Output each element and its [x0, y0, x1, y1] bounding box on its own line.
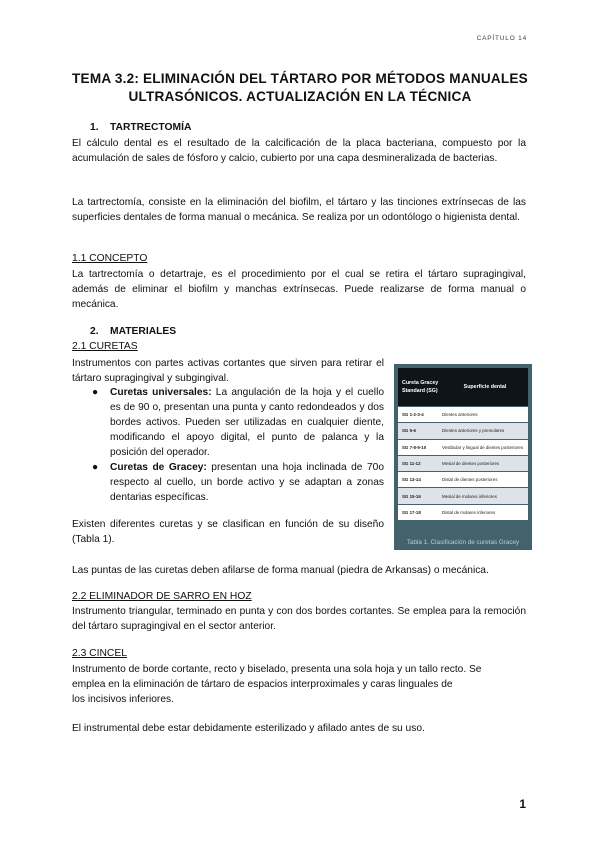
title-line-1: TEMA 3.2: ELIMINACIÓN DEL TÁRTARO POR MÉTODOS MANUALES	[72, 71, 528, 86]
bullet-term: Curetas universales:	[110, 387, 212, 398]
sarro-paragraph: Instrumento triangular, terminado en punta y con dos bordes cortantes. Se emplea para la remoción del tártaro supragingival en el sector anterior.	[72, 606, 526, 632]
bullet-term: Curetas de Gracey:	[110, 462, 207, 473]
bullet-icon: ●	[92, 387, 99, 398]
table-header-col2: Superficie dental	[463, 384, 507, 390]
table-cell-code: SG 5-6	[402, 428, 416, 434]
table-header-col1-line2: Standard (SG)	[402, 388, 438, 394]
cincel-line-1: Instrumento de borde cortante, recto y biselado, presenta una sola hoja y un tallo recto. Se	[72, 664, 482, 675]
bullet-icon: ●	[92, 462, 99, 473]
cincel-paragraph	[72, 662, 526, 707]
table-cell-code: SG 1-2-3-4	[402, 412, 424, 418]
table-row	[398, 422, 528, 438]
section-1-heading	[90, 122, 191, 133]
curetas-intro: Instrumentos con partes activas cortantes que sirven para retirar el tártaro supragingival y subgingival.	[72, 358, 384, 384]
table-row	[398, 406, 528, 422]
cincel-line-2: emplea en la eliminación de tártaro de espacios interproximales y caras linguales de	[72, 679, 453, 690]
table-header-col1	[398, 379, 442, 395]
section-1-paragraph-1: El cálculo dental es el resultado de la calcificación de la placa bacteriana, compuesto por la acumulación de sales de fósforo y calcio, cubierto por una capa desmineralizada de bacterias.	[72, 138, 526, 164]
section-2-title: MATERIALES	[110, 326, 177, 337]
table-cell-code: SG 11-12	[402, 461, 421, 467]
gracey-table-grid	[398, 368, 528, 520]
table-row	[398, 439, 528, 455]
section-1-title: TARTRECTOMÍA	[110, 122, 192, 133]
table-cell-surface: Dientes anteriores y premolares	[442, 428, 505, 434]
section-2-heading	[90, 326, 176, 337]
section-1-number: 1.	[90, 122, 99, 133]
table-cell-code: SG 7-8-9-10	[402, 444, 427, 450]
table-cell-surface: Mesial de molares inferiores	[442, 493, 497, 499]
list-item	[90, 385, 384, 460]
cincel-line-3: los incisivos inferiores.	[72, 694, 174, 705]
table-cell-surface: Mesial de dientes posteriores	[442, 461, 500, 467]
table-cell-code: SG 13-14	[402, 477, 421, 483]
concepto-heading: 1.1 CONCEPTO	[72, 253, 148, 264]
table-cell-surface: Distal de molares inferiores	[442, 509, 496, 515]
closing-paragraph: El instrumental debe estar debidamente esterilizado y afilado antes de su uso.	[72, 723, 425, 734]
table-cell-code: SG 15-16	[402, 493, 421, 499]
curetas-list	[90, 385, 384, 505]
table-cell-surface: Dientes anteriores	[442, 412, 478, 418]
table-cell-code: SG 17-18	[402, 509, 421, 515]
table-header-col1-line1: Cureta Gracey	[402, 380, 439, 386]
table-cell-surface: Vestibular y lingual de dientes posteriores	[442, 444, 524, 450]
sarro-heading: 2.2 ELIMINADOR DE SARRO EN HOZ	[72, 591, 252, 602]
cincel-heading: 2.3 CINCEL	[72, 648, 127, 659]
table-header	[398, 368, 528, 406]
list-item	[90, 460, 384, 505]
table-cell-surface: Distal de dientes posteriores	[442, 477, 498, 483]
table-caption: Tabla 1. Clasificación de curetas Gracey	[406, 539, 520, 546]
page-number: 1	[519, 797, 526, 811]
table-row	[398, 487, 528, 503]
chapter-label: CAPÍTULO 14	[476, 35, 527, 42]
curetas-sharpening: Las puntas de las curetas deben afilarse de forma manual (piedra de Arkansas) o mecánica.	[72, 565, 489, 576]
gracey-table	[394, 364, 532, 550]
section-2-number: 2.	[90, 326, 99, 337]
table-row	[398, 504, 528, 520]
bullet-text: La angulación de la hoja y el cuello es de 90 o, presentan una punta y canto redondeados y dos bordes activos. Pueden ser utilizadas en cualquier diente, modificando el apoyo digital, el punto de palanca y la posición del operador.	[110, 387, 384, 458]
bullet-text: presentan una hoja inclinada de 70o respecto al cuello, un borde activo y se adaptan a zonas dentarias específicas.	[110, 462, 384, 503]
title-line-2: ULTRASÓNICOS. ACTUALIZACIÓN EN LA TÉCNICA	[128, 89, 472, 104]
curetas-classification: Existen diferentes curetas y se clasifican en función de su diseño (Tabla 1).	[72, 519, 384, 545]
section-1-paragraph-2: La tartrectomía, consiste en la eliminación del biofilm, el tártaro y las tinciones extrínsecas de las superficies dentales de forma manual o mecánica. Se realiza por un odontólogo o higienista dental.	[72, 197, 526, 223]
table-row	[398, 455, 528, 471]
curetas-heading: 2.1 CURETAS	[72, 341, 138, 352]
table-row	[398, 471, 528, 487]
page-title	[60, 70, 540, 106]
concepto-paragraph: La tartrectomía o detartraje, es el procedimiento por el cual se retira el tártaro supragingival, además de eliminar el biofilm y manchas extrínsecas. Puede realizarse de forma manual o mecánica.	[72, 269, 526, 310]
